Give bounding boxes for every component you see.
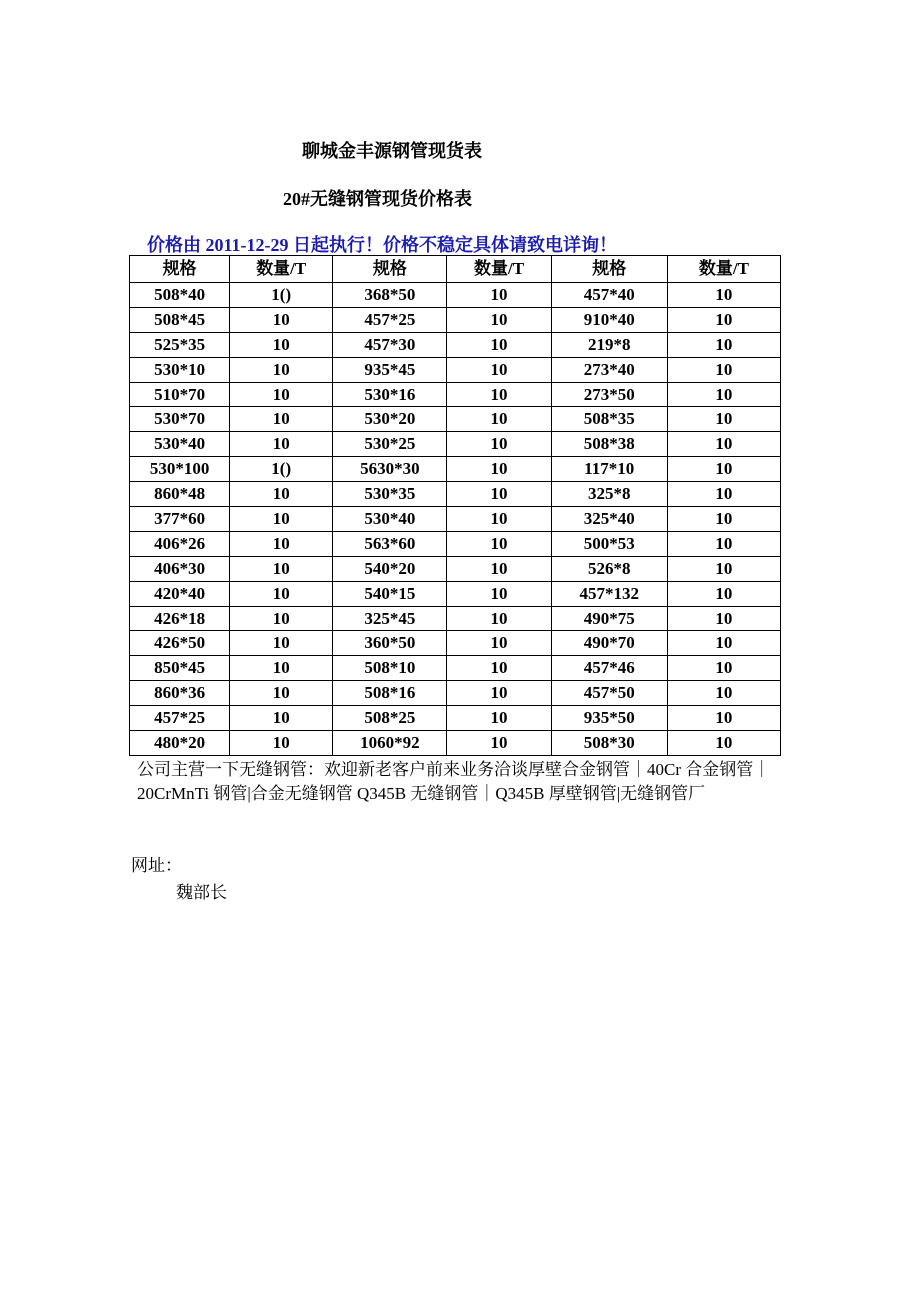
quantity-cell: 10	[667, 357, 780, 382]
spec-cell: 530*25	[333, 432, 447, 457]
spec-cell: 860*48	[130, 482, 230, 507]
price-notice: 价格由 2011-12-29 日起执行！价格不稳定具体请致电详询！	[147, 235, 617, 255]
quantity-cell: 10	[230, 531, 333, 556]
quantity-cell: 10	[447, 432, 551, 457]
spec-cell: 480*20	[130, 731, 230, 756]
quantity-cell: 10	[667, 507, 780, 532]
spec-cell: 457*132	[551, 581, 667, 606]
quantity-cell: 10	[667, 681, 780, 706]
spec-cell: 420*40	[130, 581, 230, 606]
quantity-cell: 10	[667, 706, 780, 731]
table-row	[130, 681, 781, 706]
quantity-cell: 10	[230, 382, 333, 407]
spec-cell: 530*40	[130, 432, 230, 457]
spec-cell: 935*45	[333, 357, 447, 382]
spec-cell: 5630*30	[333, 457, 447, 482]
table-row	[130, 382, 781, 407]
spec-cell: 563*60	[333, 531, 447, 556]
table-row	[130, 581, 781, 606]
quantity-cell: 10	[667, 581, 780, 606]
document-title: 聊城金丰源钢管现货表	[302, 141, 482, 161]
quantity-cell: 10	[230, 731, 333, 756]
quantity-cell: 10	[667, 631, 780, 656]
header-spec-1: 规格	[130, 256, 230, 283]
spec-cell: 325*45	[333, 606, 447, 631]
spec-cell: 530*70	[130, 407, 230, 432]
spec-cell: 935*50	[551, 706, 667, 731]
quantity-cell: 10	[230, 656, 333, 681]
spec-cell: 508*45	[130, 307, 230, 332]
spec-cell: 457*25	[130, 706, 230, 731]
table-row	[130, 307, 781, 332]
table-row	[130, 631, 781, 656]
spec-cell: 490*70	[551, 631, 667, 656]
company-intro: 公司主营一下无缝钢管：欢迎新老客户前来业务洽谈厚壁合金钢管｜40Cr 合金钢管｜20CrMnTi 钢管|合金无缝钢管 Q345B 无缝钢管｜Q345B 厚壁钢管|无缝钢管厂	[137, 760, 771, 803]
header-spec-2: 规格	[333, 256, 447, 283]
quantity-cell: 10	[667, 307, 780, 332]
stock-table-body	[130, 283, 781, 756]
spec-cell: 406*30	[130, 556, 230, 581]
quantity-cell: 10	[667, 531, 780, 556]
quantity-cell: 10	[447, 357, 551, 382]
table-row	[130, 606, 781, 631]
contact-name: 魏部长	[176, 883, 227, 902]
table-row	[130, 283, 781, 308]
spec-cell: 530*35	[333, 482, 447, 507]
quantity-cell: 10	[447, 731, 551, 756]
spec-cell: 525*35	[130, 332, 230, 357]
quantity-cell: 10	[667, 656, 780, 681]
spec-cell: 510*70	[130, 382, 230, 407]
spec-cell: 508*40	[130, 283, 230, 308]
quantity-cell: 10	[230, 681, 333, 706]
quantity-cell: 10	[230, 606, 333, 631]
header-spec-3: 规格	[551, 256, 667, 283]
quantity-cell: 10	[447, 332, 551, 357]
quantity-cell: 10	[230, 407, 333, 432]
table-row	[130, 507, 781, 532]
table-row	[130, 556, 781, 581]
spec-cell: 325*8	[551, 482, 667, 507]
header-qty-2: 数量/T	[447, 256, 551, 283]
quantity-cell: 1()	[230, 283, 333, 308]
spec-cell: 377*60	[130, 507, 230, 532]
table-row	[130, 531, 781, 556]
quantity-cell: 10	[447, 606, 551, 631]
spec-cell: 406*26	[130, 531, 230, 556]
spec-cell: 273*40	[551, 357, 667, 382]
spec-cell: 273*50	[551, 382, 667, 407]
quantity-cell: 10	[230, 357, 333, 382]
quantity-cell: 10	[230, 432, 333, 457]
quantity-cell: 10	[447, 457, 551, 482]
spec-cell: 526*8	[551, 556, 667, 581]
quantity-cell: 10	[447, 482, 551, 507]
quantity-cell: 10	[230, 307, 333, 332]
quantity-cell: 10	[230, 482, 333, 507]
quantity-cell: 10	[667, 382, 780, 407]
spec-cell: 530*20	[333, 407, 447, 432]
quantity-cell: 10	[667, 556, 780, 581]
spec-cell: 508*10	[333, 656, 447, 681]
table-row	[130, 482, 781, 507]
quantity-cell: 10	[667, 606, 780, 631]
table-row	[130, 731, 781, 756]
spec-cell: 219*8	[551, 332, 667, 357]
stock-table	[129, 255, 781, 756]
spec-cell: 368*50	[333, 283, 447, 308]
spec-cell: 540*15	[333, 581, 447, 606]
document-subtitle: 20#无缝钢管现货价格表	[283, 189, 472, 209]
spec-cell: 508*38	[551, 432, 667, 457]
spec-cell: 117*10	[551, 457, 667, 482]
spec-cell: 500*53	[551, 531, 667, 556]
spec-cell: 457*30	[333, 332, 447, 357]
spec-cell: 508*25	[333, 706, 447, 731]
table-row	[130, 457, 781, 482]
quantity-cell: 10	[667, 482, 780, 507]
quantity-cell: 1()	[230, 457, 333, 482]
quantity-cell: 10	[230, 507, 333, 532]
spec-cell: 540*20	[333, 556, 447, 581]
spec-cell: 850*45	[130, 656, 230, 681]
quantity-cell: 10	[447, 556, 551, 581]
quantity-cell: 10	[667, 457, 780, 482]
spec-cell: 910*40	[551, 307, 667, 332]
quantity-cell: 10	[447, 706, 551, 731]
quantity-cell: 10	[667, 407, 780, 432]
spec-cell: 860*36	[130, 681, 230, 706]
quantity-cell: 10	[230, 556, 333, 581]
quantity-cell: 10	[447, 681, 551, 706]
quantity-cell: 10	[230, 631, 333, 656]
quantity-cell: 10	[447, 581, 551, 606]
table-row	[130, 357, 781, 382]
quantity-cell: 10	[667, 283, 780, 308]
spec-cell: 490*75	[551, 606, 667, 631]
quantity-cell: 10	[447, 407, 551, 432]
spec-cell: 457*50	[551, 681, 667, 706]
spec-cell: 530*16	[333, 382, 447, 407]
spec-cell: 426*18	[130, 606, 230, 631]
spec-cell: 508*35	[551, 407, 667, 432]
quantity-cell: 10	[447, 656, 551, 681]
spec-cell: 325*40	[551, 507, 667, 532]
spec-cell: 457*25	[333, 307, 447, 332]
spec-cell: 508*30	[551, 731, 667, 756]
spec-cell: 530*10	[130, 357, 230, 382]
spec-cell: 530*100	[130, 457, 230, 482]
website-label: 网址：	[131, 856, 182, 875]
spec-cell: 360*50	[333, 631, 447, 656]
table-row	[130, 706, 781, 731]
spec-cell: 508*16	[333, 681, 447, 706]
quantity-cell: 10	[447, 307, 551, 332]
quantity-cell: 10	[667, 332, 780, 357]
spec-cell: 457*40	[551, 283, 667, 308]
table-row	[130, 332, 781, 357]
quantity-cell: 10	[447, 382, 551, 407]
table-row	[130, 407, 781, 432]
table-row	[130, 656, 781, 681]
spec-cell: 457*46	[551, 656, 667, 681]
header-qty-3: 数量/T	[667, 256, 780, 283]
spec-cell: 1060*92	[333, 731, 447, 756]
quantity-cell: 10	[230, 332, 333, 357]
quantity-cell: 10	[447, 631, 551, 656]
quantity-cell: 10	[230, 581, 333, 606]
quantity-cell: 10	[447, 531, 551, 556]
spec-cell: 426*50	[130, 631, 230, 656]
table-header-row	[130, 256, 781, 283]
spec-cell: 530*40	[333, 507, 447, 532]
quantity-cell: 10	[230, 706, 333, 731]
quantity-cell: 10	[447, 283, 551, 308]
header-qty-1: 数量/T	[230, 256, 333, 283]
table-row	[130, 432, 781, 457]
quantity-cell: 10	[667, 432, 780, 457]
quantity-cell: 10	[447, 507, 551, 532]
quantity-cell: 10	[667, 731, 780, 756]
